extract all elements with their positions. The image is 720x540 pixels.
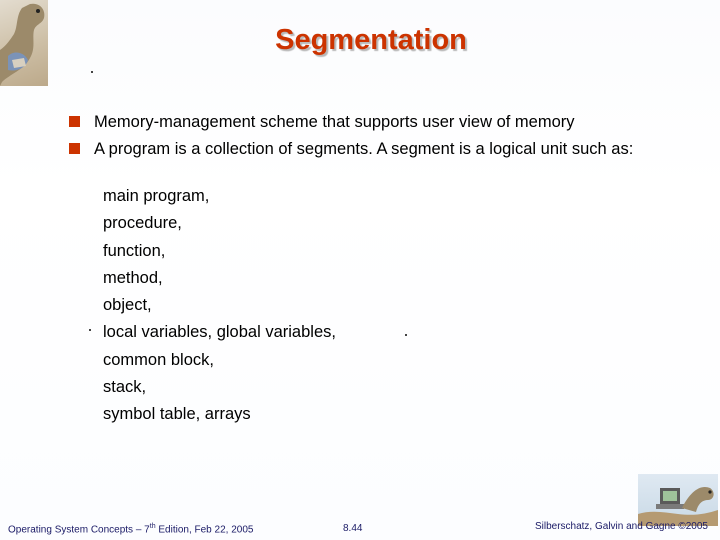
square-bullet-icon <box>69 143 80 154</box>
slide-title: Segmentation <box>275 24 467 56</box>
list-item: local variables, global variables, <box>103 323 336 342</box>
bullet-text: A program is a collection of segments. A segment is a logical unit such as: <box>94 140 634 158</box>
footer-book-title: Operating System Concepts – 7th Edition, Feb 22, 2005 <box>8 523 254 536</box>
dinosaur-computer-icon <box>638 474 718 526</box>
list-item: procedure, <box>103 214 182 233</box>
footer-copyright: Silberschatz, Galvin and Gagne ©2005 <box>534 521 708 532</box>
list-item: symbol table, arrays <box>103 405 251 424</box>
stray-dot <box>89 329 91 331</box>
stray-dot <box>405 334 407 336</box>
bullet-list <box>68 111 668 165</box>
stray-dot <box>91 71 93 73</box>
bullet-text: Memory-management scheme that supports user view of memory <box>94 113 575 131</box>
bullet-item <box>68 138 668 160</box>
bullet-item <box>68 111 668 133</box>
square-bullet-icon <box>69 116 80 127</box>
segment-examples-list <box>103 183 336 429</box>
page-number: 8.44 <box>343 523 363 534</box>
list-item: function, <box>103 241 166 260</box>
list-item: common block, <box>103 350 214 369</box>
list-item: stack, <box>103 378 147 397</box>
list-item: object, <box>103 296 152 315</box>
list-item: main program, <box>103 187 210 205</box>
list-item: method, <box>103 268 163 287</box>
